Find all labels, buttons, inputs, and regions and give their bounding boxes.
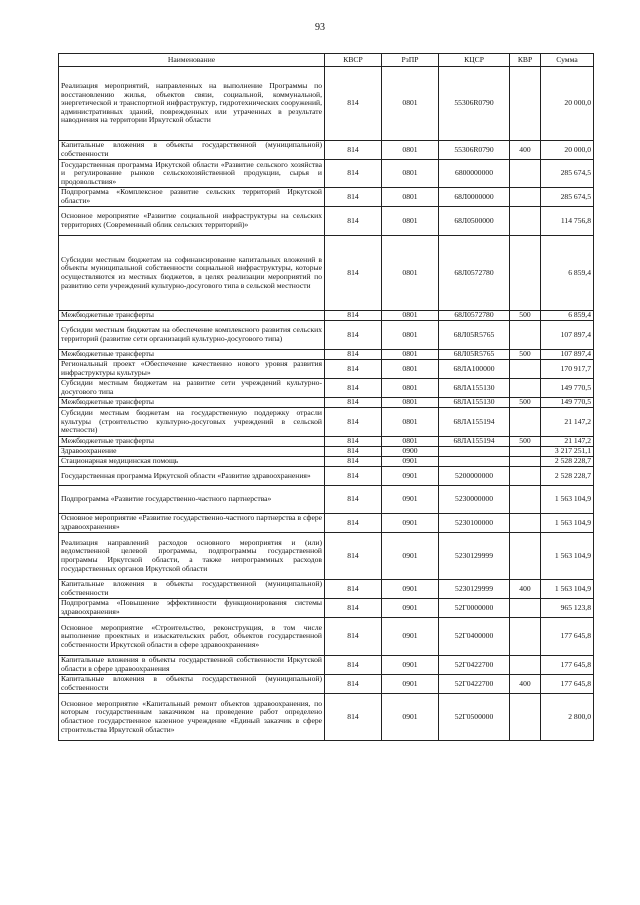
cell-name: Межбюджетные трансферты: [59, 398, 325, 408]
cell-rzpr: 0801: [382, 321, 439, 350]
table-row: [59, 599, 594, 618]
budget-table: [58, 53, 594, 741]
cell-name: Межбюджетные трансферты: [59, 311, 325, 321]
cell-name: Основное мероприятие «Развитие государственно-частного партнерства в сфере здравоохранения»: [59, 514, 325, 533]
cell-kcsr: 52Г0400000: [439, 618, 510, 656]
header-kvsr: КВСР: [325, 54, 382, 67]
cell-name: Подпрограмма «Повышение эффективности функционирования системы здравоохранения»: [59, 599, 325, 618]
cell-kcsr: [439, 457, 510, 467]
cell-sum: 20 000,0: [541, 67, 594, 141]
cell-sum: 107 897,4: [541, 350, 594, 360]
cell-rzpr: 0801: [382, 67, 439, 141]
cell-rzpr: 0801: [382, 141, 439, 160]
cell-kvsr: 814: [325, 675, 382, 694]
cell-kvr: 500: [510, 437, 541, 447]
table-row: [59, 533, 594, 580]
header-name: Наименование: [59, 54, 325, 67]
cell-kvsr: 814: [325, 447, 382, 457]
cell-rzpr: 0901: [382, 457, 439, 467]
cell-kvsr: 814: [325, 67, 382, 141]
cell-rzpr: 0801: [382, 160, 439, 188]
cell-name: Субсидии местным бюджетам на развитие сети учреждений культурно-досугового типа: [59, 379, 325, 398]
cell-rzpr: 0801: [382, 350, 439, 360]
cell-sum: 2 528 228,7: [541, 467, 594, 486]
cell-kvr: 500: [510, 311, 541, 321]
cell-sum: 1 563 104,9: [541, 514, 594, 533]
cell-sum: 6 859,4: [541, 236, 594, 311]
cell-sum: 20 000,0: [541, 141, 594, 160]
cell-sum: 177 645,8: [541, 618, 594, 656]
table-row: [59, 398, 594, 408]
cell-kvr: [510, 360, 541, 379]
cell-kcsr: 68Л0572780: [439, 311, 510, 321]
cell-kvr: [510, 457, 541, 467]
table-row: [59, 447, 594, 457]
cell-kcsr: 55306R0790: [439, 141, 510, 160]
cell-kvsr: 814: [325, 360, 382, 379]
table-row: [59, 486, 594, 514]
cell-kvr: 400: [510, 141, 541, 160]
table-row: [59, 188, 594, 207]
cell-kvr: [510, 160, 541, 188]
table-row: [59, 457, 594, 467]
cell-name: Основное мероприятие «Капитальный ремонт объектов здравоохранения, по которым государственным заказчиком на проведение работ определено областное государственное казенное учреждение «Единый заказчик в сфере строительства Иркутской области»: [59, 694, 325, 741]
cell-kvr: [510, 694, 541, 741]
cell-rzpr: 0900: [382, 447, 439, 457]
cell-kvsr: 814: [325, 350, 382, 360]
cell-kcsr: 5200000000: [439, 467, 510, 486]
table-row: [59, 467, 594, 486]
cell-name: Региональный проект «Обеспечение качественно нового уровня развития инфраструктуры культуры»: [59, 360, 325, 379]
table-row: [59, 618, 594, 656]
cell-name: Капитальные вложения в объекты государственной (муниципальной) собственности: [59, 675, 325, 694]
table-row: [59, 160, 594, 188]
cell-kcsr: 68ЛA155130: [439, 379, 510, 398]
cell-kcsr: 5230129999: [439, 533, 510, 580]
cell-name: Основное мероприятие «Строительство, реконструкция, в том числе выполнение проектных и изыскательских работ, объектов государственной собственности Иркутской области в сфере здравоохранения»: [59, 618, 325, 656]
cell-rzpr: 0801: [382, 408, 439, 437]
table-row: [59, 437, 594, 447]
cell-kvsr: 814: [325, 408, 382, 437]
cell-sum: 149 770,5: [541, 398, 594, 408]
header-kcsr: КЦСР: [439, 54, 510, 67]
cell-kvr: [510, 321, 541, 350]
cell-kvr: 500: [510, 398, 541, 408]
table-row: [59, 656, 594, 675]
cell-sum: 285 674,5: [541, 160, 594, 188]
cell-kcsr: 6800000000: [439, 160, 510, 188]
cell-name: Реализация мероприятий, направленных на выполнение Программы по восстановлению жилья, объектов связи, социальной, коммунальной, энергетической и транспортной инфраструктур, гидротехнических сооружений, административных зданий, поврежденных или утраченных в результате наводнения на территории Иркутской области: [59, 67, 325, 141]
cell-kvsr: 814: [325, 486, 382, 514]
cell-kvsr: 814: [325, 398, 382, 408]
cell-rzpr: 0901: [382, 467, 439, 486]
cell-rzpr: 0801: [382, 379, 439, 398]
cell-kcsr: 52Г0500000: [439, 694, 510, 741]
cell-sum: 149 770,5: [541, 379, 594, 398]
table-row: [59, 675, 594, 694]
cell-kvsr: 814: [325, 656, 382, 675]
cell-kvr: [510, 379, 541, 398]
cell-kvr: 400: [510, 580, 541, 599]
table-row: [59, 321, 594, 350]
cell-kcsr: 5230100000: [439, 514, 510, 533]
cell-sum: 285 674,5: [541, 188, 594, 207]
cell-kcsr: 68ЛA155130: [439, 398, 510, 408]
table-row: [59, 379, 594, 398]
cell-name: Государственная программа Иркутской области «Развитие сельского хозяйства и регулирование рынков сельскохозяйственной продукции, сырья и продовольствия»: [59, 160, 325, 188]
cell-kvsr: 814: [325, 437, 382, 447]
cell-name: Капитальные вложения в объекты государственной собственности Иркутской области в сфере здравоохранения: [59, 656, 325, 675]
cell-kcsr: 68Л0572780: [439, 236, 510, 311]
cell-kvr: 400: [510, 675, 541, 694]
cell-kvsr: 814: [325, 141, 382, 160]
cell-sum: 1 563 104,9: [541, 486, 594, 514]
cell-name: Субсидии местным бюджетам на софинансирование капитальных вложений в объекты муниципальной собственности социальной инфраструктуры, которые осуществляются из местных бюджетов, в целях реализации мероприятий по развитию сети учреждений культурно-досугового типа в сельской местности: [59, 236, 325, 311]
cell-kcsr: 68Л0500000: [439, 207, 510, 236]
cell-kcsr: 52Г0422700: [439, 675, 510, 694]
cell-kcsr: 68Л05R5765: [439, 321, 510, 350]
cell-kvr: [510, 599, 541, 618]
cell-name: Здравоохранение: [59, 447, 325, 457]
cell-kvr: [510, 447, 541, 457]
cell-kcsr: 68ЛA155194: [439, 437, 510, 447]
cell-kvsr: 814: [325, 311, 382, 321]
cell-kvsr: 814: [325, 533, 382, 580]
cell-kvsr: 814: [325, 321, 382, 350]
cell-kvr: [510, 408, 541, 437]
cell-name: Межбюджетные трансферты: [59, 350, 325, 360]
cell-kcsr: [439, 447, 510, 457]
cell-kcsr: 55306R0790: [439, 67, 510, 141]
cell-kvsr: 814: [325, 580, 382, 599]
cell-kvr: [510, 236, 541, 311]
cell-kvsr: 814: [325, 457, 382, 467]
cell-kcsr: 5230000000: [439, 486, 510, 514]
cell-kvsr: 814: [325, 694, 382, 741]
table-row: [59, 350, 594, 360]
cell-name: Капитальные вложения в объекты государственной (муниципальной) собственности: [59, 141, 325, 160]
cell-rzpr: 0901: [382, 656, 439, 675]
cell-sum: 177 645,8: [541, 656, 594, 675]
cell-kcsr: 68Л0000000: [439, 188, 510, 207]
cell-kcsr: 68Л05R5765: [439, 350, 510, 360]
cell-name: Стационарная медицинская помощь: [59, 457, 325, 467]
cell-rzpr: 0901: [382, 486, 439, 514]
cell-kvsr: 814: [325, 236, 382, 311]
table-row: [59, 236, 594, 311]
cell-sum: 1 563 104,9: [541, 533, 594, 580]
table-row: [59, 67, 594, 141]
table-row: [59, 207, 594, 236]
cell-kvr: [510, 207, 541, 236]
cell-kvsr: 814: [325, 160, 382, 188]
cell-sum: 1 563 104,9: [541, 580, 594, 599]
cell-rzpr: 0901: [382, 675, 439, 694]
cell-sum: 965 123,8: [541, 599, 594, 618]
table-row: [59, 514, 594, 533]
cell-rzpr: 0901: [382, 514, 439, 533]
cell-rzpr: 0801: [382, 311, 439, 321]
cell-name: Межбюджетные трансферты: [59, 437, 325, 447]
cell-sum: 6 859,4: [541, 311, 594, 321]
cell-rzpr: 0801: [382, 207, 439, 236]
cell-sum: 3 217 251,1: [541, 447, 594, 457]
cell-kcsr: 5230129999: [439, 580, 510, 599]
cell-kvr: [510, 533, 541, 580]
cell-sum: 21 147,2: [541, 437, 594, 447]
cell-sum: 2 800,0: [541, 694, 594, 741]
cell-name: Основное мероприятие «Развитие социальной инфраструктуры на сельских территориях (Современный облик сельских территорий)»: [59, 207, 325, 236]
cell-name: Подпрограмма «Комплексное развитие сельских территорий Иркутской области»: [59, 188, 325, 207]
cell-kvsr: 814: [325, 618, 382, 656]
cell-name: Субсидии местным бюджетам на обеспечение комплексного развития сельских территорий (развитие сети организаций культурно-досугового типа): [59, 321, 325, 350]
cell-kvr: [510, 67, 541, 141]
table-row: [59, 580, 594, 599]
cell-kvsr: 814: [325, 188, 382, 207]
cell-kcsr: 68ЛA155194: [439, 408, 510, 437]
cell-sum: 114 756,8: [541, 207, 594, 236]
cell-rzpr: 0901: [382, 533, 439, 580]
cell-rzpr: 0801: [382, 188, 439, 207]
cell-kvsr: 814: [325, 467, 382, 486]
cell-rzpr: 0901: [382, 618, 439, 656]
cell-kvr: [510, 467, 541, 486]
cell-name: Реализация направлений расходов основного мероприятия и (или) ведомственной целевой программы, подпрограммы государственной программы Иркутской области, а также непрограммных расходов государственных органов Иркутской области: [59, 533, 325, 580]
cell-sum: 177 645,8: [541, 675, 594, 694]
cell-name: Капитальные вложения в объекты государственной (муниципальной) собственности: [59, 580, 325, 599]
cell-sum: 21 147,2: [541, 408, 594, 437]
cell-kvsr: 814: [325, 599, 382, 618]
cell-kvr: [510, 514, 541, 533]
table-row: [59, 141, 594, 160]
cell-kvr: [510, 656, 541, 675]
cell-kvsr: 814: [325, 379, 382, 398]
cell-kvr: [510, 188, 541, 207]
table-row: [59, 360, 594, 379]
cell-name: Субсидии местным бюджетам на государственную поддержку отрасли культуры (строительство культурно-досуговых учреждений в сельской местности): [59, 408, 325, 437]
cell-kvr: [510, 618, 541, 656]
cell-name: Подпрограмма «Развитие государственно-частного партнерства»: [59, 486, 325, 514]
cell-kvr: [510, 486, 541, 514]
cell-sum: 107 897,4: [541, 321, 594, 350]
cell-kvr: 500: [510, 350, 541, 360]
table-header-row: [59, 54, 594, 67]
table-row: [59, 408, 594, 437]
header-sum: Сумма: [541, 54, 594, 67]
cell-kvsr: 814: [325, 514, 382, 533]
cell-sum: 2 528 228,7: [541, 457, 594, 467]
header-rzpr: РзПР: [382, 54, 439, 67]
table-row: [59, 311, 594, 321]
cell-rzpr: 0901: [382, 599, 439, 618]
page-number: 93: [315, 22, 325, 33]
cell-rzpr: 0801: [382, 236, 439, 311]
table-row: [59, 694, 594, 741]
cell-sum: 170 917,7: [541, 360, 594, 379]
cell-rzpr: 0801: [382, 437, 439, 447]
cell-kcsr: 52Г0000000: [439, 599, 510, 618]
cell-kvsr: 814: [325, 207, 382, 236]
cell-name: Государственная программа Иркутской области «Развитие здравоохранения»: [59, 467, 325, 486]
cell-rzpr: 0801: [382, 360, 439, 379]
cell-rzpr: 0801: [382, 398, 439, 408]
cell-rzpr: 0901: [382, 694, 439, 741]
cell-rzpr: 0901: [382, 580, 439, 599]
cell-kcsr: 68ЛA100000: [439, 360, 510, 379]
header-kvr: КВР: [510, 54, 541, 67]
cell-kcsr: 52Г0422700: [439, 656, 510, 675]
